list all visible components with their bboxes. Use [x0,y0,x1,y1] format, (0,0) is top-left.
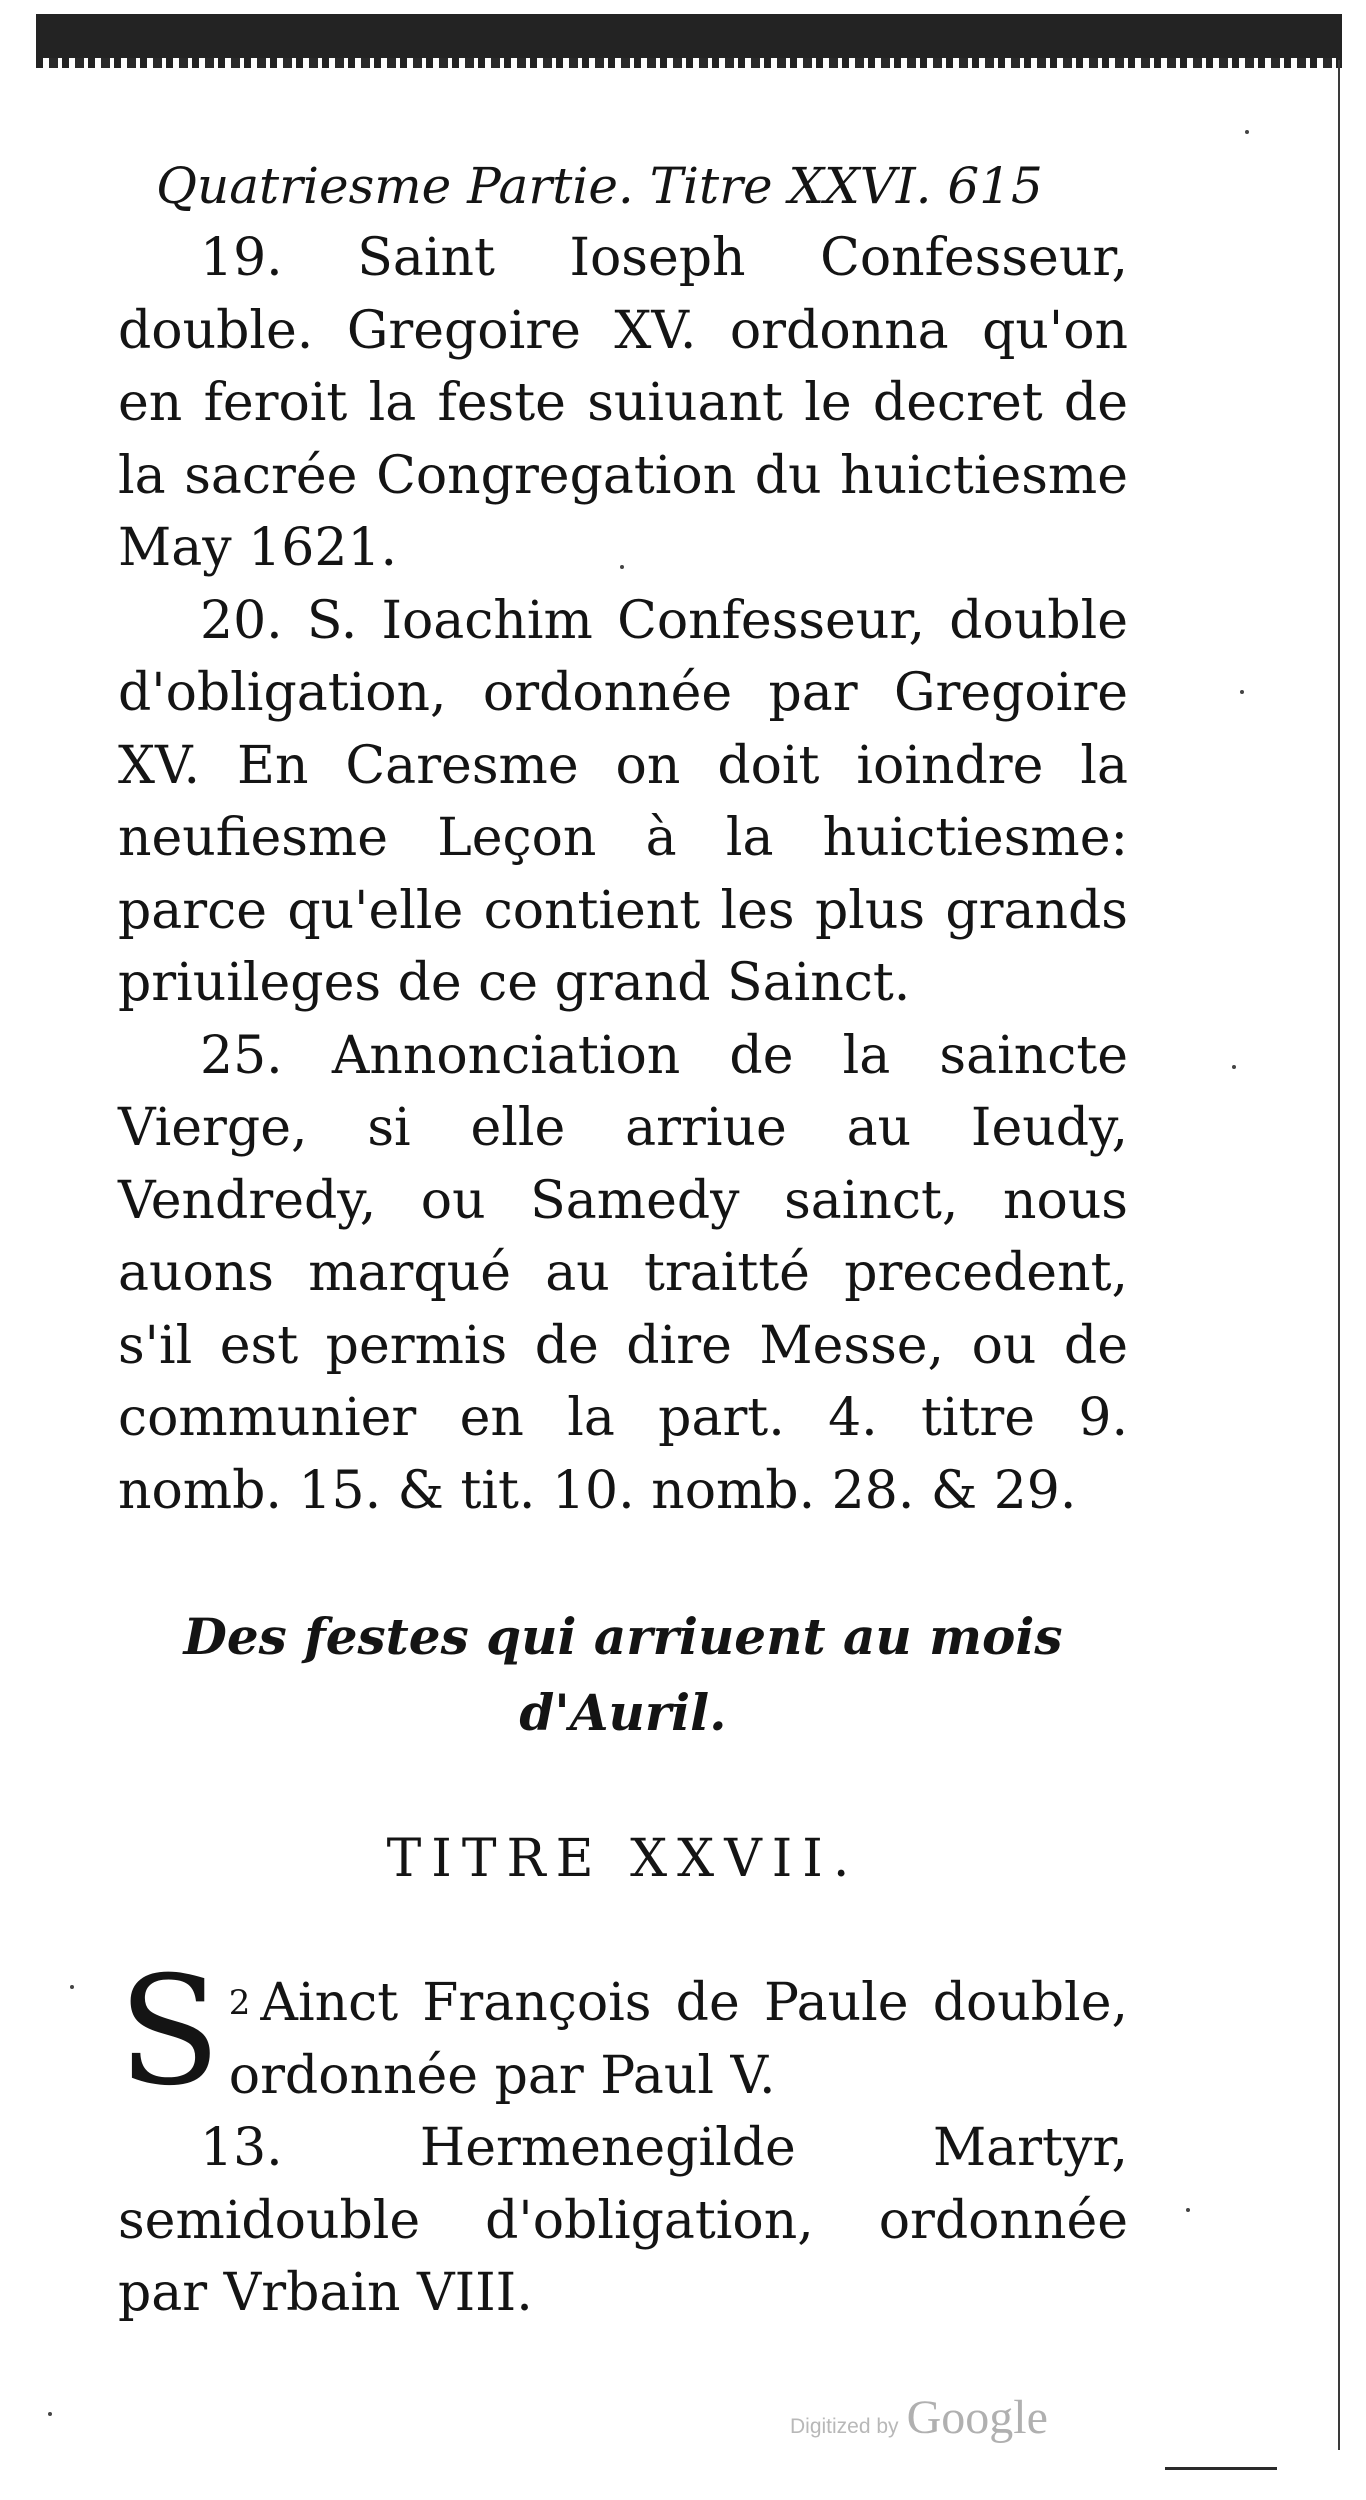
scan-right-edge [1338,60,1340,2450]
section-subheading: Des festes qui arriuent au mois d'Auril. [183,1607,1063,1742]
ink-speck [1186,2208,1190,2212]
scan-bottom-mark [1165,2467,1277,2470]
paragraph-19: 19. Saint Ioseph Confesseur, double. Gregoire XV. ordonna qu'on en feroit la feste suiuant le decret de la sacrée Congregation du huictiesme May 1621. [118,228,1128,578]
page-body [118,150,1128,2330]
watermark-prefix: Digitized by [790,2415,899,2438]
paragraph-25: 25. Annonciation de la saincte Vierge, si elle arriue au Ieudy, Vendredy, ou Samedy sainct, nous auons marqué au traitté precedent, s'il est permis de dire Messe, ou de communier en la part. 4. titre 9. nomb. 15. & tit. 10. nomb. 28. & 29. [118,1025,1128,1521]
section-title: TITRE XXVII. [386,1829,860,1889]
paragraph-20: 20. S. Ioachim Confesseur, double d'obligation, ordonnée par Gregoire XV. En Caresme on doit ioindre la neufiesme Leçon à la huictiesme: parce qu'elle contient les plus grands priuileges de ce grand Sainct. [118,590,1128,1013]
item-number: 2 [228,1983,251,2023]
paragraph-13: 13. Hermenegilde Martyr, semidouble d'obligation, ordonnée par Vrbain VIII. [118,2118,1128,2323]
ink-speck [70,1985,74,1989]
ink-speck [1232,1065,1236,1069]
paragraph-2-text: Ainct François de Paule double, ordonnée par Paul V. [228,1973,1128,2106]
running-header: Quatriesme Partie. Titre XXVI. 615 [156,157,1043,215]
google-watermark [790,2390,1048,2445]
ink-speck [1245,130,1249,134]
paragraph-2 [118,1945,1128,2119]
scan-top-border [36,14,1342,60]
google-logo: Google [906,2391,1048,2444]
scan-border-edge [36,58,1342,68]
ink-speck [1240,690,1244,694]
ink-speck [48,2412,52,2416]
drop-capital: S [118,1945,221,2119]
